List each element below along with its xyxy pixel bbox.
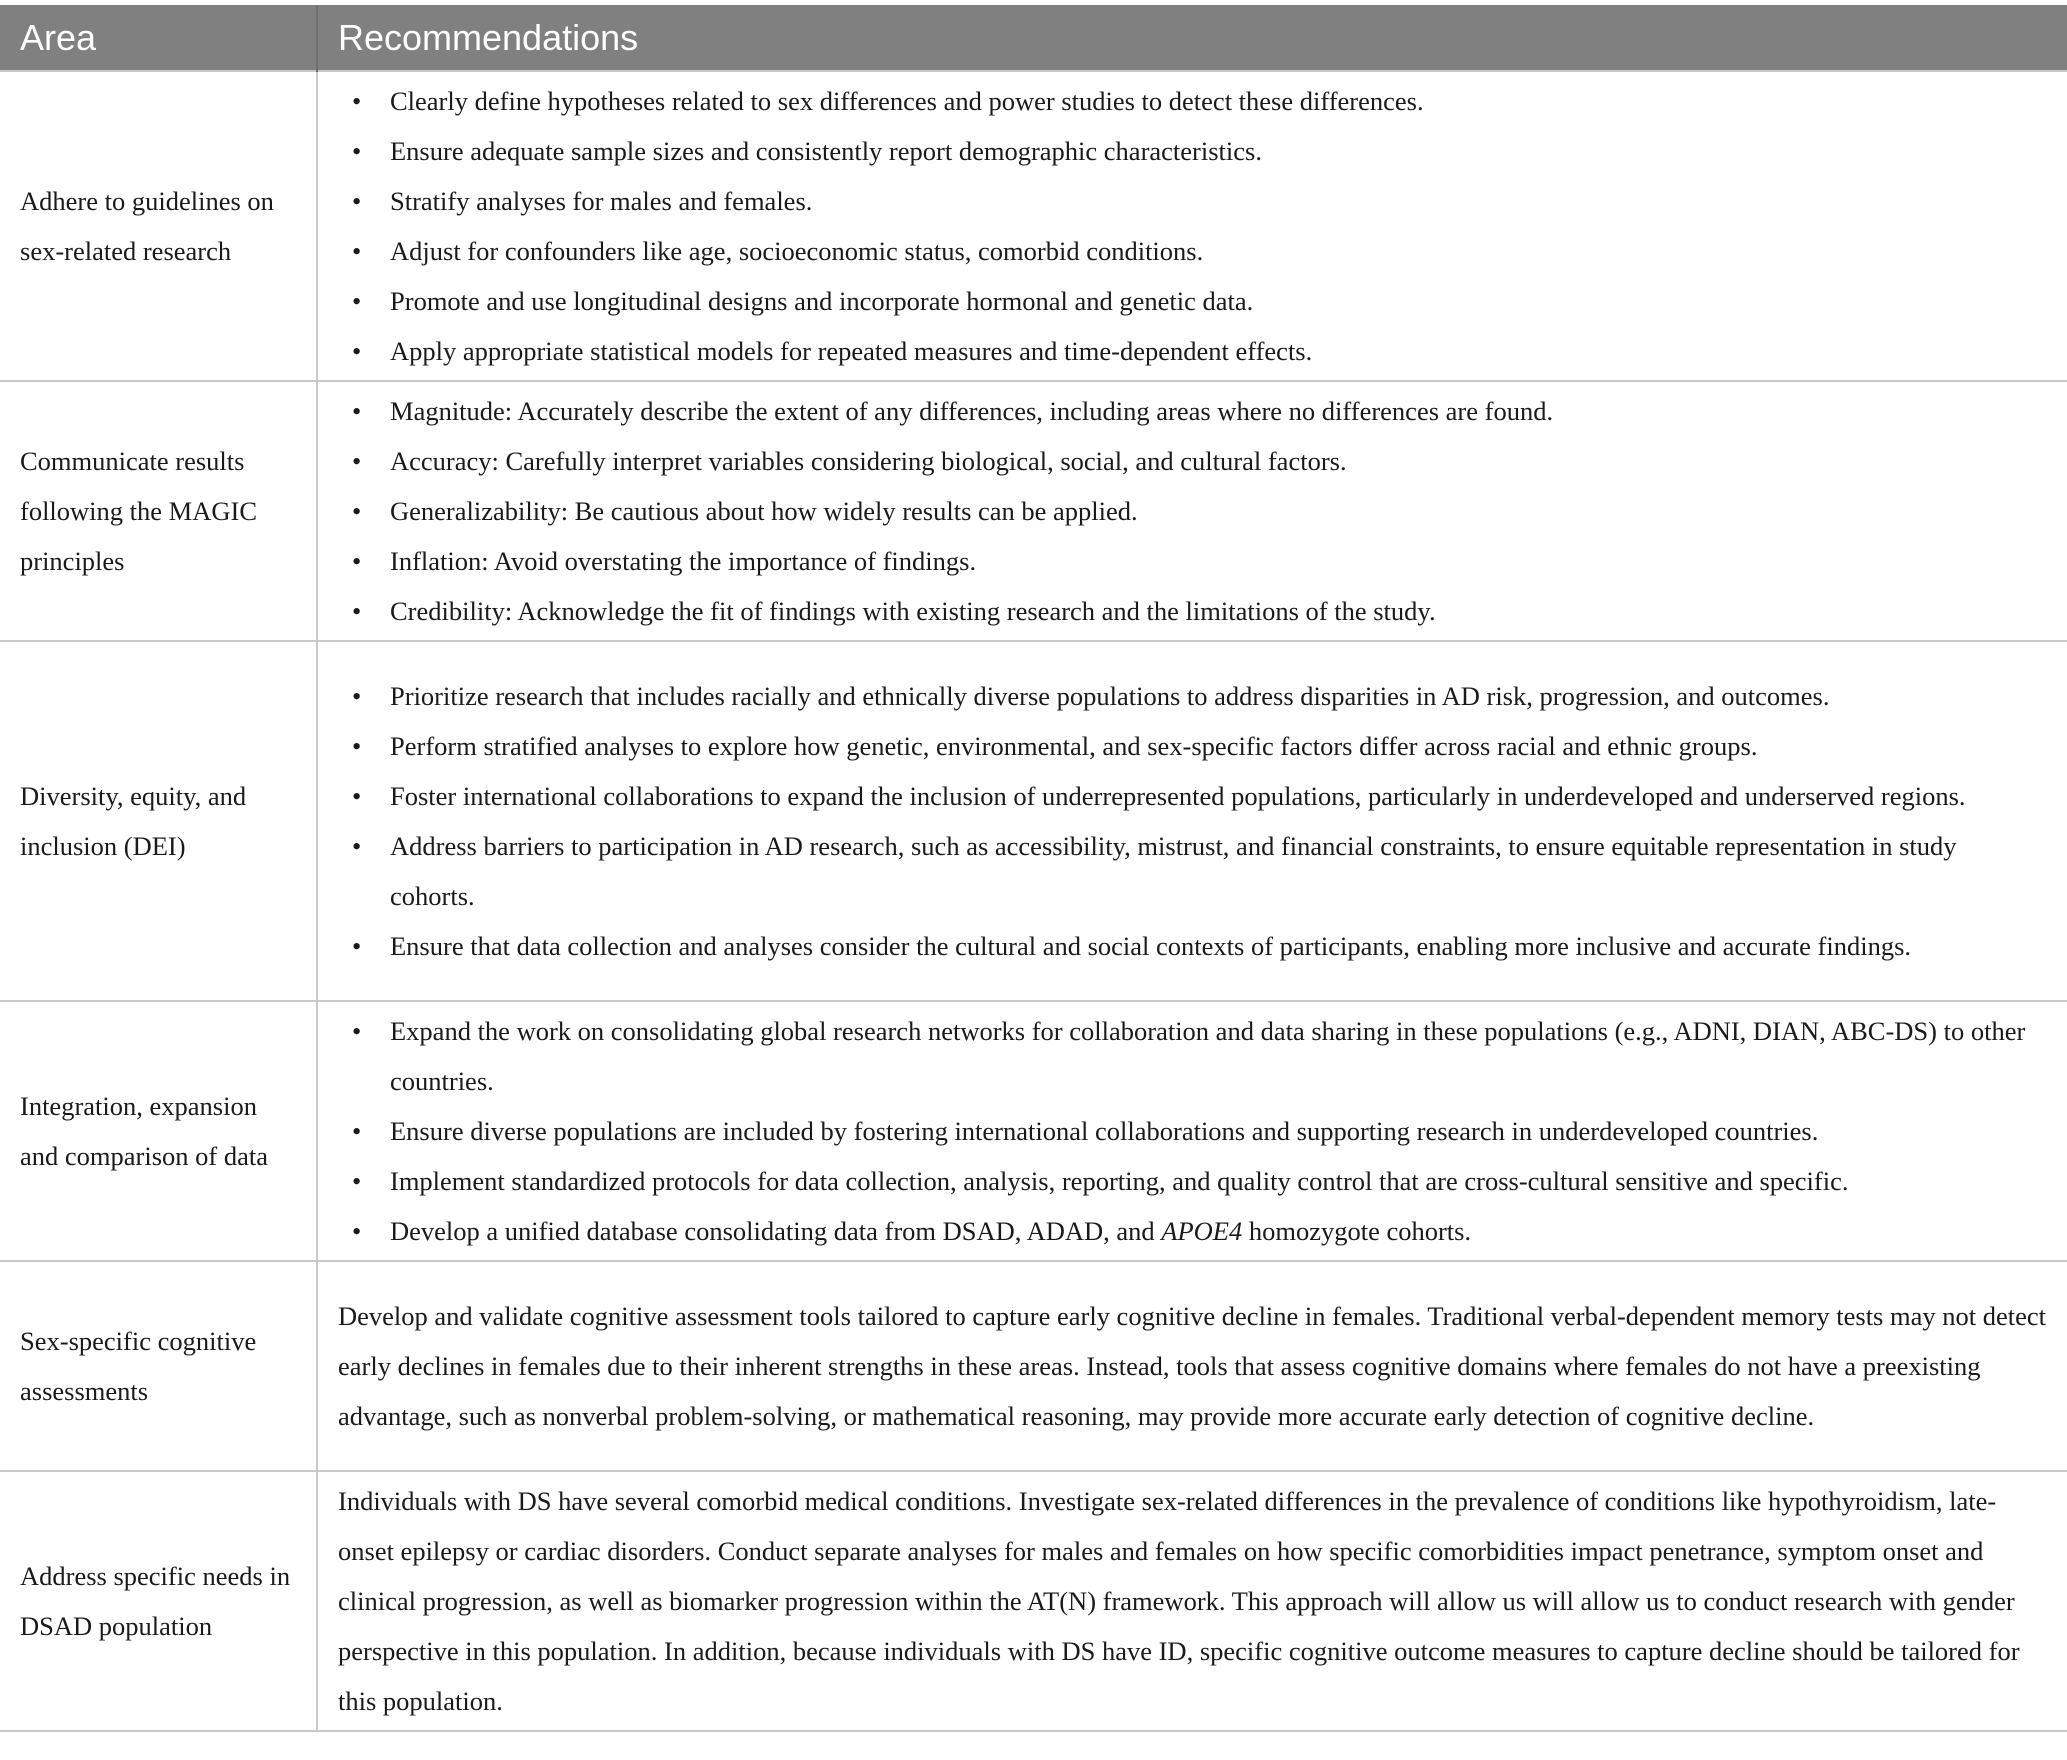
area-cell: Adhere to guidelines on sex-related research xyxy=(0,71,317,381)
list-item: • Credibility: Acknowledge the fit of findings with existing research and the limitations of the study. xyxy=(338,586,2047,636)
recommendation-paragraph: Develop and validate cognitive assessment tools tailored to capture early cognitive decline in females. Traditional verbal-dependent memory tests may not detect early declines in females due to their inherent strengths in these areas. Instead, tools that assess cognitive domains where females do not have a preexisting advantage, such as nonverbal problem-solving, or mathematical reasoning, may provide more accurate early detection of cognitive decline. xyxy=(338,1301,2046,1431)
bullet-list xyxy=(338,386,2047,636)
list-item: • Ensure adequate sample sizes and consistently report demographic characteristics. xyxy=(338,126,2047,176)
list-item: • Expand the work on consolidating global research networks for collaboration and data sharing in these populations (e.g., ADNI, DIAN, ABC-DS) to other countries. xyxy=(338,1006,2047,1106)
list-item: • Foster international collaborations to expand the inclusion of underrepresented populations, particularly in underdeveloped and underserved regions. xyxy=(338,771,2047,821)
recommendations-cell xyxy=(317,381,2067,641)
area-cell: Diversity, equity, and inclusion (DEI) xyxy=(0,641,317,1001)
recommendations-cell xyxy=(317,1001,2067,1261)
table-row xyxy=(0,1261,2067,1471)
recommendation-paragraph: Individuals with DS have several comorbid medical conditions. Investigate sex-related differences in the prevalence of conditions like hypothyroidism, late-onset epilepsy or cardiac disorders. Conduct separate analyses for males and females on how specific comorbidities impact penetrance, symptom onset and clinical progression, as well as biomarker progression within the AT(N) framework. This approach will allow us will allow us to conduct research with gender perspective in this population. In addition, because individuals with DS have ID, specific cognitive outcome measures to capture decline should be tailored for this population. xyxy=(338,1486,2020,1716)
header-recommendations: Recommendations xyxy=(317,5,2067,71)
area-cell: Address specific needs in DSAD population xyxy=(0,1471,317,1731)
area-cell: Communicate results following the MAGIC principles xyxy=(0,381,317,641)
table-header-row xyxy=(0,5,2067,71)
bullet-text-end: homozygote cohorts. xyxy=(1242,1216,1472,1246)
list-item: • Stratify analyses for males and females. xyxy=(338,176,2047,226)
recommendations-table xyxy=(0,5,2067,1732)
recommendations-cell xyxy=(317,641,2067,1001)
table-row xyxy=(0,1471,2067,1731)
list-item: • Magnitude: Accurately describe the extent of any differences, including areas where no differences are found. xyxy=(338,386,2047,436)
recommendations-cell xyxy=(317,1471,2067,1731)
list-item: • Inflation: Avoid overstating the importance of findings. xyxy=(338,536,2047,586)
list-item: • Implement standardized protocols for data collection, analysis, reporting, and quality control that are cross-cultural sensitive and specific. xyxy=(338,1156,2047,1206)
list-item: • Clearly define hypotheses related to sex differences and power studies to detect these differences. xyxy=(338,76,2047,126)
table-row xyxy=(0,71,2067,381)
list-item: • Adjust for confounders like age, socioeconomic status, comorbid conditions. xyxy=(338,226,2047,276)
table-row xyxy=(0,1001,2067,1261)
header-area: Area xyxy=(0,5,317,71)
list-item: • Ensure diverse populations are included by fostering international collaborations and supporting research in underdeveloped countries. xyxy=(338,1106,2047,1156)
area-cell: Sex-specific cognitive assessments xyxy=(0,1261,317,1471)
bullet-text-start: Develop a unified database consolidating data from DSAD, ADAD, and xyxy=(390,1216,1162,1246)
list-item: • Ensure that data collection and analyses consider the cultural and social contexts of participants, enabling more inclusive and accurate findings. xyxy=(338,921,2047,971)
table-row xyxy=(0,641,2067,1001)
list-item: • Accuracy: Carefully interpret variables considering biological, social, and cultural factors. xyxy=(338,436,2047,486)
area-cell: Integration, expansion and comparison of data xyxy=(0,1001,317,1261)
list-item xyxy=(338,1206,2047,1256)
list-item: • Address barriers to participation in AD research, such as accessibility, mistrust, and financial constraints, to ensure equitable representation in study cohorts. xyxy=(338,821,2047,921)
recommendations-cell xyxy=(317,1261,2067,1471)
bullet-list xyxy=(338,671,2047,971)
bullet-list xyxy=(338,76,2047,376)
list-item: • Perform stratified analyses to explore how genetic, environmental, and sex-specific factors differ across racial and ethnic groups. xyxy=(338,721,2047,771)
bullet-list xyxy=(338,1006,2047,1256)
list-item: • Promote and use longitudinal designs and incorporate hormonal and genetic data. xyxy=(338,276,2047,326)
list-item: • Apply appropriate statistical models for repeated measures and time-dependent effects. xyxy=(338,326,2047,376)
recommendations-cell xyxy=(317,71,2067,381)
table-row xyxy=(0,381,2067,641)
gene-name: APOE4 xyxy=(1161,1216,1243,1246)
list-item: • Prioritize research that includes racially and ethnically diverse populations to address disparities in AD risk, progression, and outcomes. xyxy=(338,671,2047,721)
list-item: • Generalizability: Be cautious about how widely results can be applied. xyxy=(338,486,2047,536)
